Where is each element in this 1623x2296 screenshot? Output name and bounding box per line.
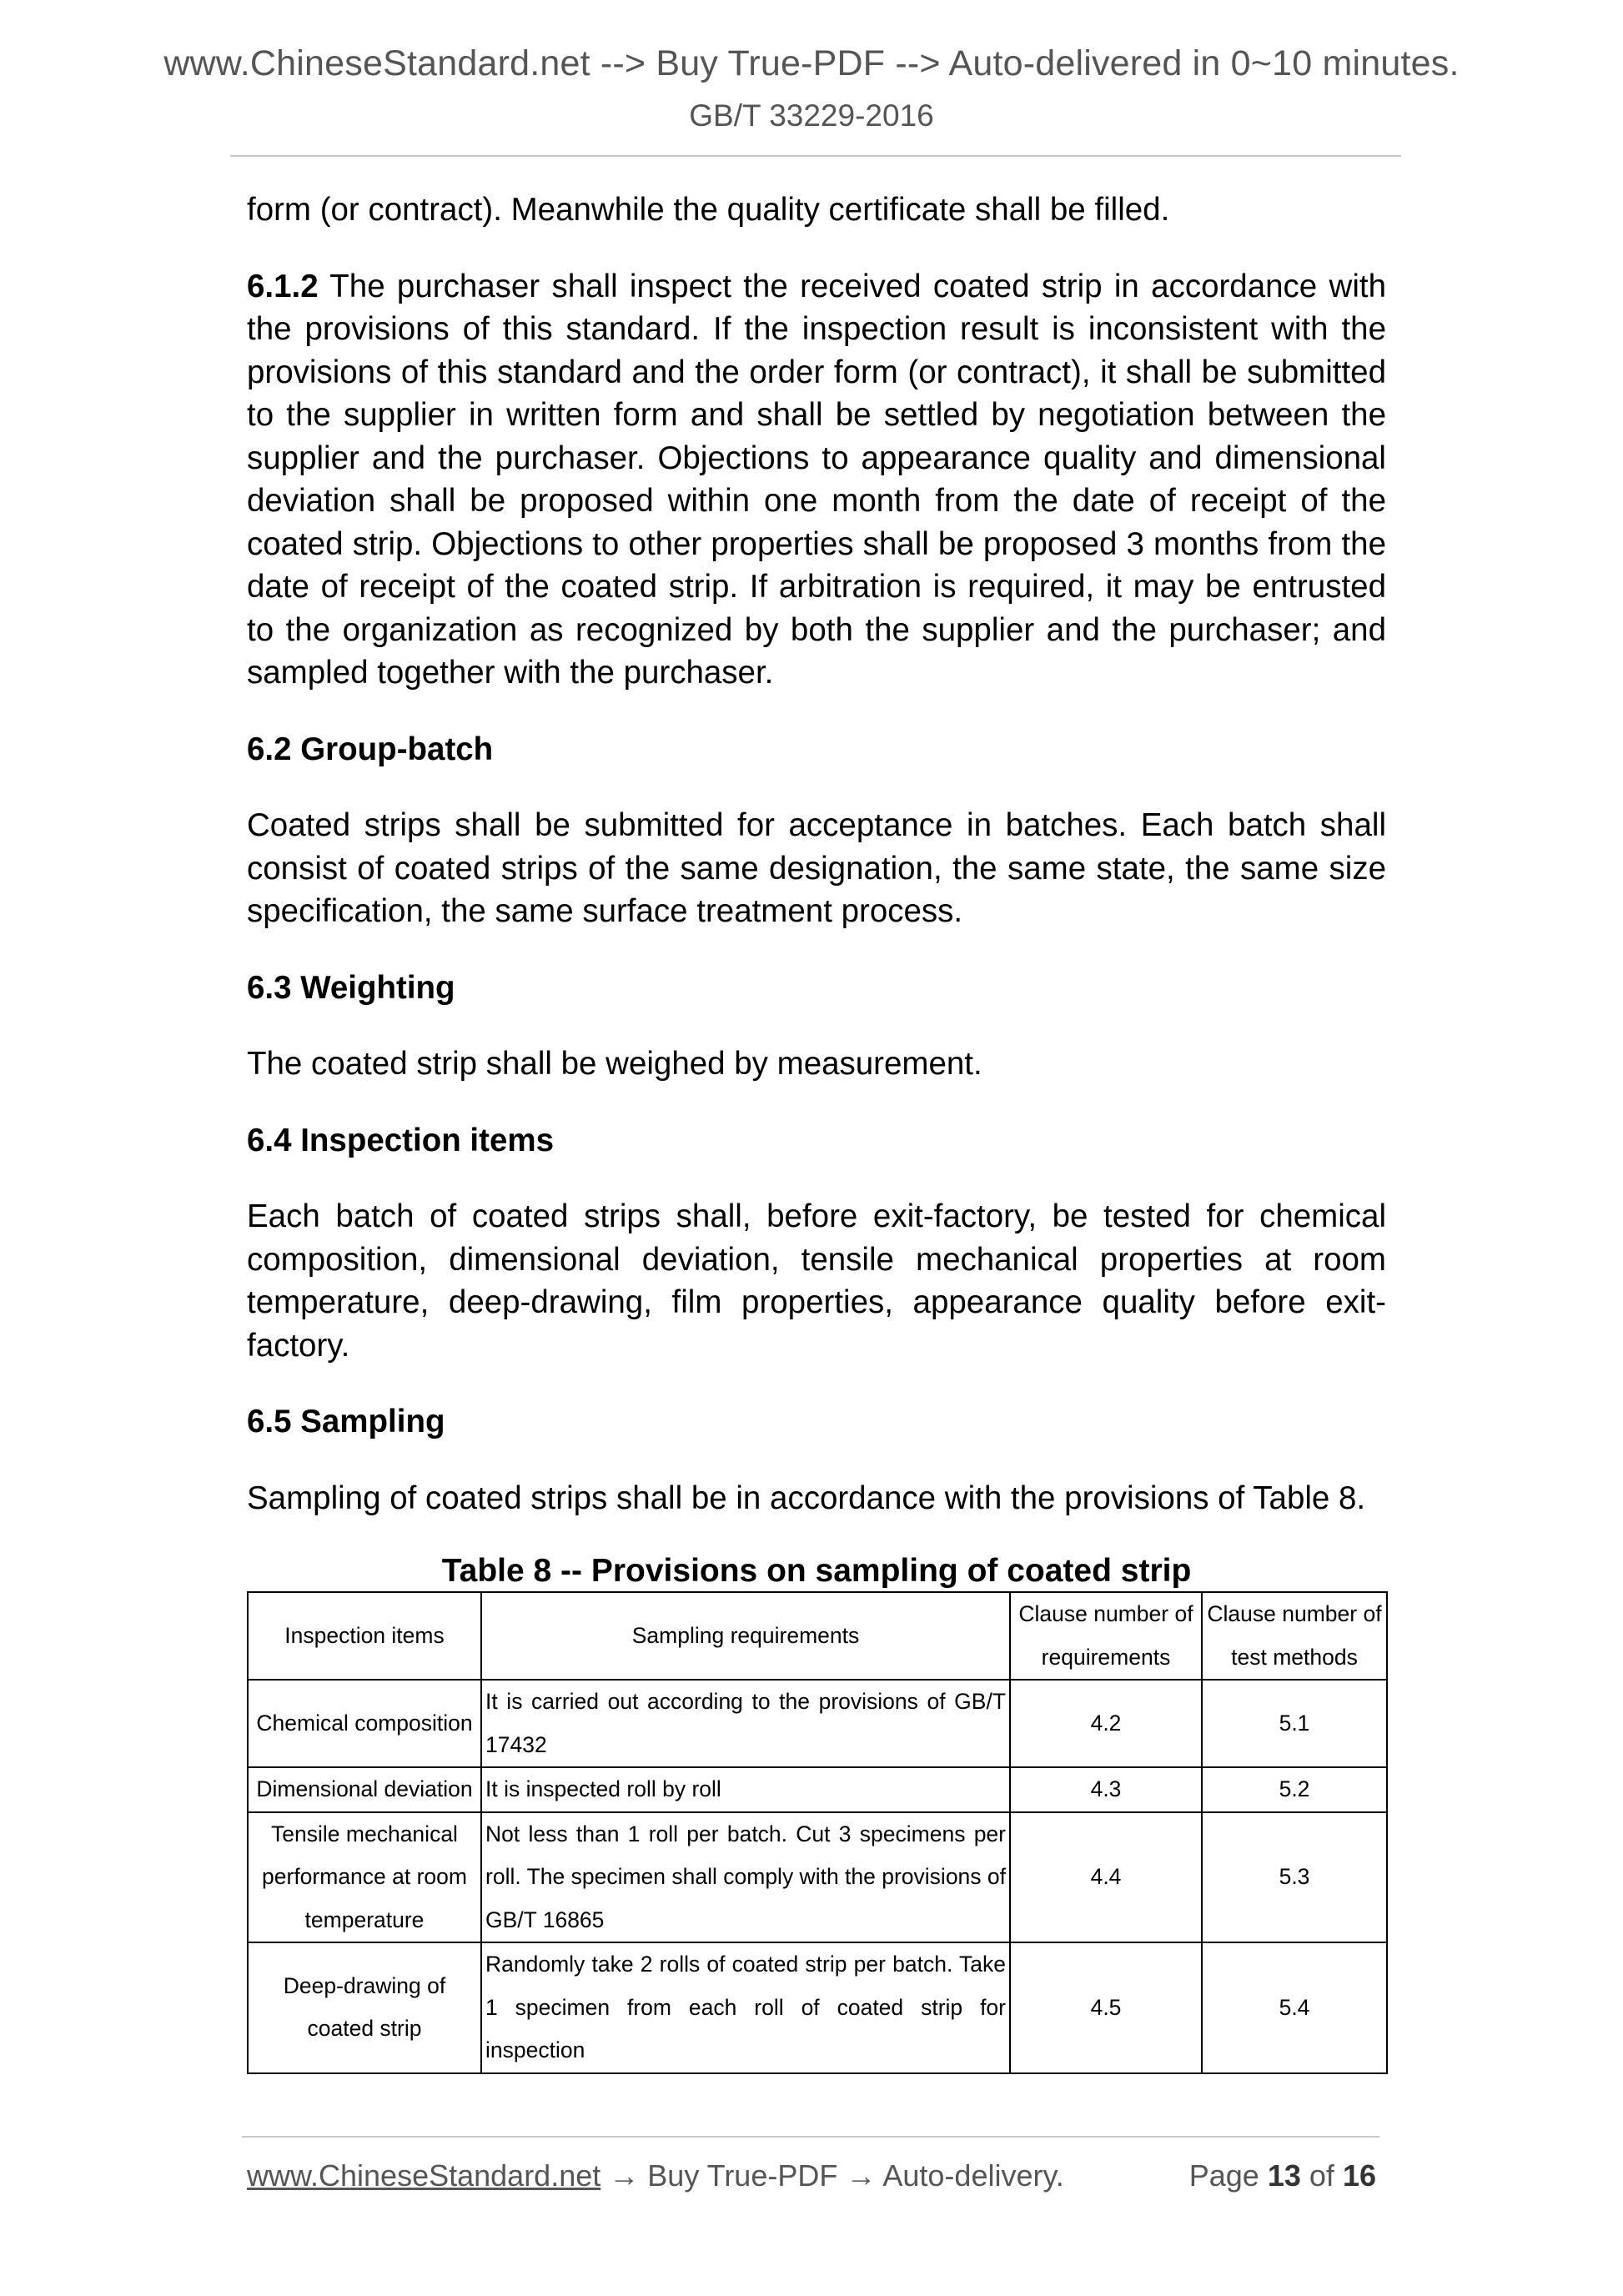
cell-sampling-requirement: Not less than 1 roll per batch. Cut 3 specimens per roll. The specimen shall comply with the provisions of GB/T 16865 (481, 1812, 1010, 1943)
footer-auto-text: Auto-delivery. (882, 2158, 1064, 2193)
table-8 (247, 1591, 1388, 2074)
section-6-1-2-text: The purchaser shall inspect the received coated strip in accordance with the provisions of this standard. If the inspection result is inconsistent with the provisions of this standard and the order form (or contract), it shall be submitted to the supplier in written form and shall be settled by negotiation between the supplier and the purchaser. Objections to appearance quality and dimensional deviation shall be proposed within one month from the date of receipt of the coated strip. Objections to other properties shall be proposed 3 months from the date of receipt of the coated strip. If arbitration is required, it may be entrusted to the organization as recognized by both the supplier and the purchaser; and sampled together with the purchaser. (247, 268, 1386, 691)
cell-inspection-item: Tensile mechanical performance at room temperature (248, 1812, 481, 1943)
section-6-1-2-number: 6.1.2 (247, 268, 319, 304)
section-6-4-heading: 6.4 Inspection items (247, 1122, 555, 1158)
cell-inspection-item: Chemical composition (248, 1680, 481, 1767)
page-content (247, 188, 1386, 2074)
cell-clause-requirement: 4.2 (1010, 1680, 1202, 1767)
footer-buy-text: Buy True-PDF (647, 2158, 838, 2193)
cell-clause-test-method: 5.1 (1202, 1680, 1387, 1767)
section-6-1-2-paragraph (247, 265, 1386, 695)
cell-sampling-requirement: It is carried out according to the provisions of GB/T 17432 (481, 1680, 1010, 1767)
section-6-5-heading: 6.5 Sampling (247, 1404, 445, 1439)
header-clause-test-methods: Clause number of test methods (1202, 1592, 1387, 1680)
cell-clause-requirement: 4.5 (1010, 1942, 1202, 2073)
cell-inspection-item: Dimensional deviation (248, 1767, 481, 1812)
page-label: Page (1188, 2158, 1259, 2193)
table-header-row (248, 1592, 1387, 1680)
table-8-title: Table 8 -- Provisions on sampling of coated strip (441, 1553, 1192, 1589)
header-banner: www.ChineseStandard.net --> Buy True-PDF --> Auto-delivered in 0~10 minutes. (163, 43, 1460, 83)
footer-site-link[interactable]: www.ChineseStandard.net (247, 2158, 601, 2193)
intro-paragraph: form (or contract). Meanwhile the quality certificate shall be filled. (247, 192, 1170, 228)
cell-clause-test-method: 5.2 (1202, 1767, 1387, 1812)
table-row (248, 1942, 1387, 2073)
cell-sampling-requirement: Randomly take 2 rolls of coated strip per batch. Take 1 specimen from each roll of coated strip for inspection (481, 1942, 1010, 2073)
page-total: 16 (1342, 2158, 1376, 2193)
cell-clause-requirement: 4.4 (1010, 1812, 1202, 1943)
arrow-icon: → (846, 2158, 877, 2193)
of-label: of (1309, 2158, 1334, 2193)
cell-clause-requirement: 4.3 (1010, 1767, 1202, 1812)
cell-sampling-requirement: It is inspected roll by roll (481, 1767, 1010, 1812)
section-6-2-heading: 6.2 Group-batch (247, 731, 494, 767)
cell-clause-test-method: 5.4 (1202, 1942, 1387, 2073)
standard-code: GB/T 33229-2016 (689, 98, 934, 133)
header-inspection-items: Inspection items (248, 1592, 481, 1680)
section-6-2-paragraph: Coated strips shall be submitted for acceptance in batches. Each batch shall consist of coated strips of the same designation, the same state, the same size specification, the same surface treatment process. (247, 807, 1386, 929)
table-row (248, 1767, 1387, 1812)
page-indicator (1189, 2158, 1376, 2193)
section-6-5-paragraph: Sampling of coated strips shall be in accordance with the provisions of Table 8. (247, 1480, 1366, 1516)
table-row (248, 1812, 1387, 1943)
header-clause-requirements: Clause number of requirements (1010, 1592, 1202, 1680)
footer (247, 2158, 1064, 2193)
cell-clause-test-method: 5.3 (1202, 1812, 1387, 1943)
section-6-3-paragraph: The coated strip shall be weighed by measurement. (247, 1046, 982, 1082)
section-6-3-heading: 6.3 Weighting (247, 969, 455, 1006)
arrow-icon: → (609, 2158, 640, 2193)
page-number: 13 (1267, 2158, 1301, 2193)
header-divider (230, 155, 1401, 157)
footer-divider (242, 2136, 1379, 2138)
section-6-4-paragraph: Each batch of coated strips shall, before exit-factory, be tested for chemical composition, dimensional deviation, tensile mechanical properties at room temperature, deep-drawing, film properties, appearance quality before exit-factory. (247, 1198, 1386, 1364)
table-row (248, 1680, 1387, 1767)
cell-inspection-item: Deep-drawing of coated strip (248, 1942, 481, 2073)
header-sampling-requirements: Sampling requirements (481, 1592, 1010, 1680)
